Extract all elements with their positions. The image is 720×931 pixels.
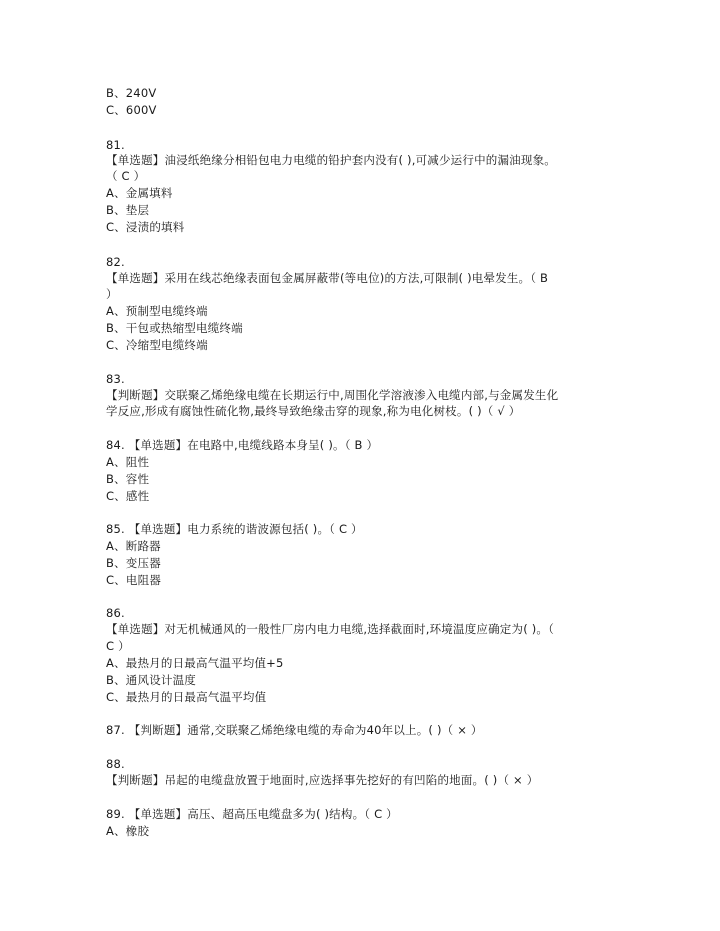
question-82-text: 【单选题】采用在线芯绝缘表面包金属屏蔽带(等电位)的方法,可限制( )电晕发生。（ B [106, 271, 549, 285]
option-c-q82: C、冷缩型电缆终端 [106, 338, 208, 352]
question-81-text: 【单选题】油浸纸绝缘分相铅包电力电缆的铅护套内没有( ),可减少运行中的漏油现象。 [106, 153, 556, 167]
option-a-q86: A、最热月的日最高气温平均值+5 [106, 656, 284, 670]
option-b-q80: B、240V [106, 86, 157, 100]
question-83-number: 83. [106, 372, 125, 386]
question-87-text: 87. 【判断题】通常,交联聚乙烯绝缘电缆的寿命为40年以上。( )（ × ） [106, 723, 483, 737]
option-c-q81: C、浸渍的填料 [106, 220, 185, 234]
option-a-q84: A、阻性 [106, 455, 150, 469]
option-a-q81: A、金属填料 [106, 186, 173, 200]
option-b-q86: B、通风设计温度 [106, 673, 196, 687]
question-86-number: 86. [106, 606, 125, 620]
question-81-number: 81. [106, 138, 125, 152]
question-83-text-cont: 学反应,形成有腐蚀性硫化物,最终导致绝缘击穿的现象,称为电化树枝。( )（ √ ） [106, 404, 521, 418]
question-82-answer: ） [106, 287, 118, 301]
question-88-text: 【判断题】吊起的电缆盘放置于地面时,应选择事先挖好的有凹陷的地面。( )（ × ） [106, 773, 539, 787]
question-81-answer: （ C ） [106, 169, 146, 183]
option-b-q81: B、垫层 [106, 203, 150, 217]
option-c-q80: C、600V [106, 103, 157, 117]
option-a-q85: A、断路器 [106, 539, 161, 553]
option-a-q82: A、预制型电缆终端 [106, 304, 208, 318]
question-84-text: 84. 【单选题】在电路中,电缆线路本身呈( )。（ B ） [106, 438, 379, 452]
option-c-q84: C、感性 [106, 489, 150, 503]
option-c-q86: C、最热月的日最高气温平均值 [106, 690, 267, 704]
option-b-q82: B、干包或热缩型电缆终端 [106, 321, 243, 335]
question-82-number: 82. [106, 255, 125, 269]
question-85-text: 85. 【单选题】电力系统的谐波源包括( )。（ C ） [106, 522, 363, 536]
option-b-q84: B、容性 [106, 472, 150, 486]
question-86-text: 【单选题】对无机械通风的一般性厂房内电力电缆,选择截面时,环境温度应确定为( )。（ [106, 622, 555, 636]
question-86-answer: C ） [106, 639, 130, 653]
question-83-text: 【判断题】交联聚乙烯绝缘电缆在长期运行中,周围化学溶液渗入电缆内部,与金属发生化 [106, 388, 559, 402]
question-89-text: 89. 【单选题】高压、超高压电缆盘多为( )结构。（ C ） [106, 807, 398, 821]
option-a-q89: A、橡胶 [106, 824, 150, 838]
option-b-q85: B、变压器 [106, 556, 161, 570]
option-c-q85: C、电阻器 [106, 573, 162, 587]
question-88-number: 88. [106, 757, 125, 771]
